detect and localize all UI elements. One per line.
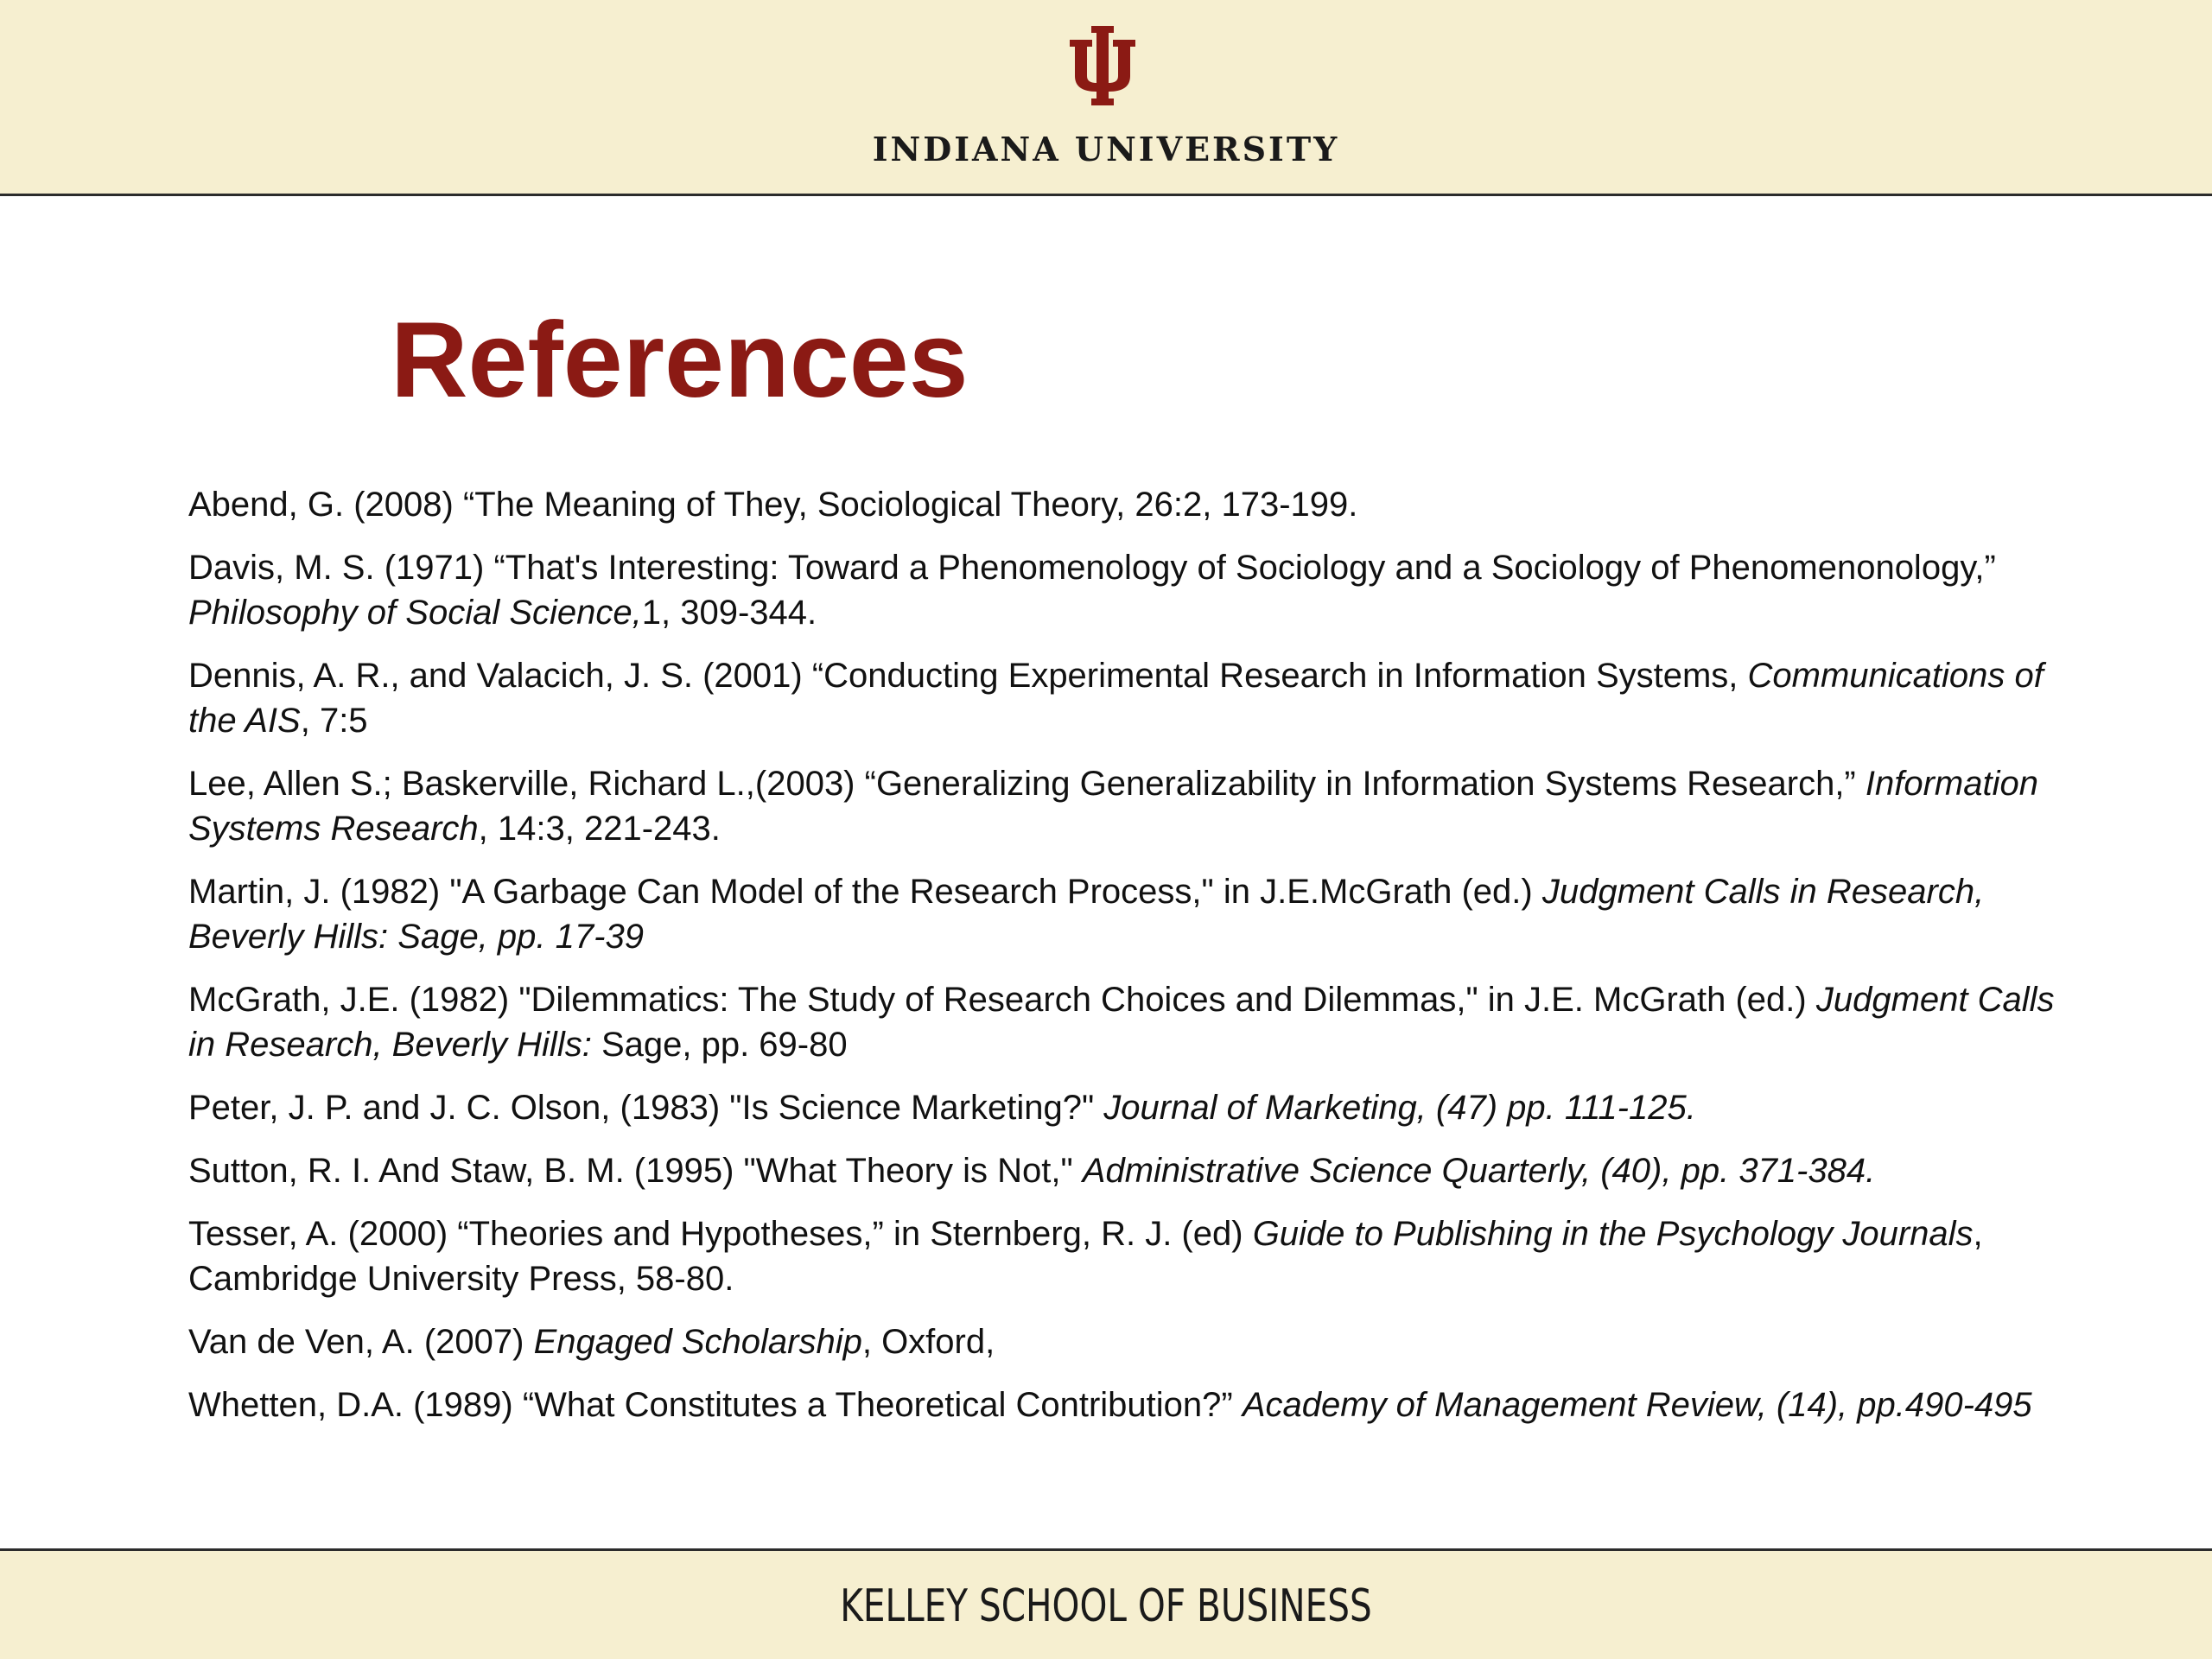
university-name: INDIANA UNIVERSITY [872, 130, 1340, 168]
reference-item: Davis, M. S. (1971) “That's Interesting: Toward a Phenomenology of Sociology and a Sociology of Phenomenonology,” Philosophy of Social Science,1, 309-344. [188, 549, 1996, 632]
reference-item: Tesser, A. (2000) “Theories and Hypotheses,” in Sternberg, R. J. (ed) Guide to Publishing in the Psychology Journals, Cambridge University Press, 58-80. [188, 1215, 1983, 1298]
reference-item: Sutton, R. I. And Staw, B. M. (1995) "What Theory is Not," Administrative Science Quarterly, (40), pp. 371-384. [188, 1152, 1876, 1190]
reference-list [188, 482, 2072, 1446]
school-name: KELLEY SCHOOL OF BUSINESS [840, 1580, 1372, 1632]
footer-band [0, 1548, 2212, 1659]
reference-item: Peter, J. P. and J. C. Olson, (1983) "Is Science Marketing?" Journal of Marketing, (47) pp. 111-125. [188, 1089, 1696, 1127]
reference-item: Martin, J. (1982) "A Garbage Can Model of the Research Process," in J.E.McGrath (ed.) Judgment Calls in Research, Beverly Hills: Sage, pp. 17-39 [188, 873, 1985, 956]
reference-item: Whetten, D.A. (1989) “What Constitutes a Theoretical Contribution?” Academy of Management Review, (14), pp.490-495 [188, 1386, 2032, 1424]
iu-trident-logo-icon [1068, 24, 1137, 111]
reference-item: Dennis, A. R., and Valacich, J. S. (2001) “Conducting Experimental Research in Information Systems, Communications of the AIS, 7:5 [188, 657, 2044, 740]
header-band [0, 0, 2212, 196]
reference-item: McGrath, J.E. (1982) "Dilemmatics: The Study of Research Choices and Dilemmas," in J.E. McGrath (ed.) Judgment Calls in Research, Beverly Hills: Sage, pp. 69-80 [188, 981, 2055, 1064]
reference-item: Lee, Allen S.; Baskerville, Richard L.,(2003) “Generalizing Generalizability in Information Systems Research,” Information Systems Research, 14:3, 221-243. [188, 765, 2038, 848]
page-title: References [391, 301, 969, 420]
reference-item: Van de Ven, A. (2007) Engaged Scholarship, Oxford, [188, 1323, 995, 1361]
reference-item: Abend, G. (2008) “The Meaning of They, Sociological Theory, 26:2, 173-199. [188, 486, 1358, 524]
